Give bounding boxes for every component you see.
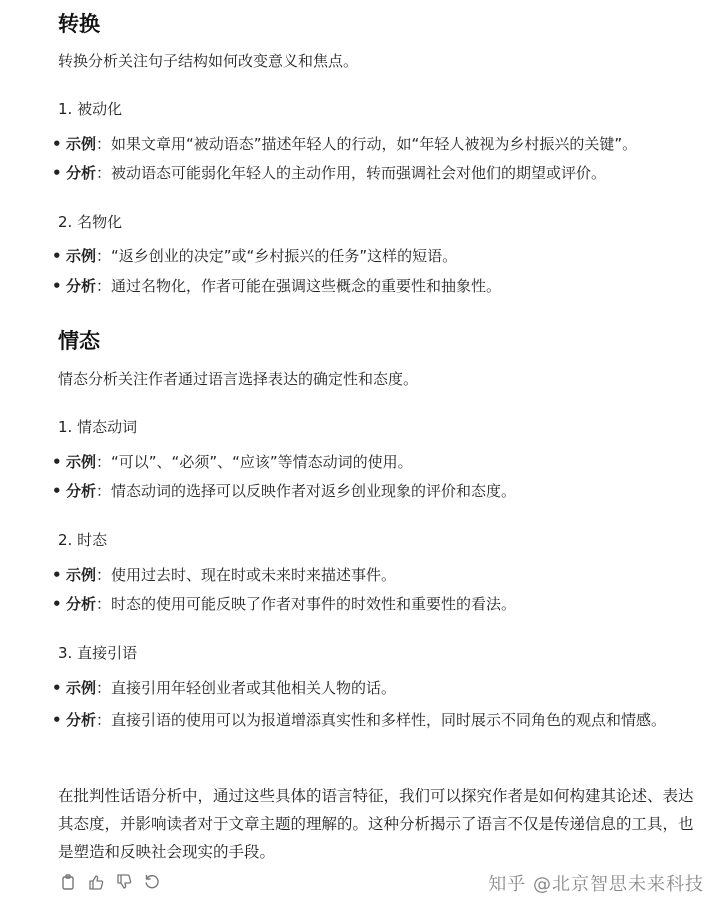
analysis-label: 分析 bbox=[66, 164, 97, 182]
bullet-dot: • bbox=[52, 164, 62, 182]
section-title: 转换 bbox=[58, 12, 100, 36]
analysis-text: ：通过名物化，作者可能在强调这些概念的重要性和抽象性。 bbox=[96, 277, 502, 295]
bullet-dot: • bbox=[52, 277, 62, 295]
analysis-label: 分析 bbox=[66, 482, 97, 500]
section-intro: 转换分析关注句子结构如何改变意义和焦点。 bbox=[58, 52, 359, 70]
analysis-text: ：被动语态可能弱化年轻人的主动作用，转而强调社会对他们的期望或评价。 bbox=[96, 164, 607, 182]
example-label: 示例 bbox=[66, 453, 97, 471]
section-intro: 情态分析关注作者通过语言选择表达的确定性和态度。 bbox=[58, 370, 419, 388]
copy-icon[interactable] bbox=[60, 874, 78, 892]
analysis-label: 分析 bbox=[66, 595, 97, 613]
item-heading: 2. 时态 bbox=[58, 531, 108, 549]
analysis-bullet bbox=[52, 275, 501, 296]
bullet-dot: • bbox=[52, 711, 62, 729]
example-text: ：“返乡创业的决定”或“乡村振兴的任务”这样的短语。 bbox=[96, 247, 458, 265]
analysis-bullet bbox=[52, 706, 692, 735]
example-label: 示例 bbox=[66, 135, 97, 153]
section-title: 情态 bbox=[58, 329, 100, 353]
example-text: ：“可以”、“必须”、“应该”等情态动词的使用。 bbox=[96, 453, 413, 471]
example-bullet bbox=[52, 133, 637, 154]
message-actions bbox=[60, 874, 162, 892]
analysis-bullet bbox=[52, 593, 516, 614]
analysis-label: 分析 bbox=[66, 277, 97, 295]
item-heading: 3. 直接引语 bbox=[58, 644, 138, 662]
thumbs-up-icon[interactable] bbox=[88, 874, 106, 892]
item-heading: 1. 情态动词 bbox=[58, 418, 138, 436]
item-heading: 2. 名物化 bbox=[58, 213, 123, 231]
example-text: ：如果文章用“被动语态”描述年轻人的行动，如“年轻人被视为乡村振兴的关键”。 bbox=[96, 135, 638, 153]
item-heading: 1. 被动化 bbox=[58, 100, 123, 118]
analysis-bullet bbox=[52, 480, 516, 501]
example-text: ：直接引用年轻创业者或其他相关人物的话。 bbox=[96, 679, 397, 697]
bullet-dot: • bbox=[52, 453, 62, 471]
thumbs-down-icon[interactable] bbox=[116, 874, 134, 892]
analysis-label: 分析 bbox=[66, 711, 97, 729]
example-label: 示例 bbox=[66, 247, 97, 265]
analysis-text: ：时态的使用可能反映了作者对事件的时效性和重要性的看法。 bbox=[96, 595, 517, 613]
bullet-dot: • bbox=[52, 247, 62, 265]
example-label: 示例 bbox=[66, 679, 97, 697]
analysis-bullet bbox=[52, 162, 606, 183]
bullet-dot: • bbox=[52, 679, 62, 697]
example-bullet bbox=[52, 677, 396, 698]
analysis-text: ：直接引语的使用可以为报道增添真实性和多样性，同时展示不同角色的观点和情感。 bbox=[96, 711, 667, 729]
bullet-dot: • bbox=[52, 566, 62, 584]
conclusion-paragraph: 在批判性话语分析中，通过这些具体的语言特征，我们可以探究作者是如何构建其论述、表达其态度，并影响读者对于文章主题的理解的。这种分析揭示了语言不仅是传递信息的工具，也是塑造和反映社会现实的手段。 bbox=[58, 787, 694, 861]
bullet-dot: • bbox=[52, 135, 62, 153]
example-bullet bbox=[52, 451, 413, 472]
example-label: 示例 bbox=[66, 566, 97, 584]
bullet-dot: • bbox=[52, 595, 62, 613]
watermark: 知乎 @北京智思未来科技 bbox=[488, 874, 704, 895]
example-bullet bbox=[52, 245, 457, 266]
example-bullet bbox=[52, 564, 396, 585]
bullet-dot: • bbox=[52, 482, 62, 500]
regenerate-icon[interactable] bbox=[144, 874, 162, 892]
analysis-text: ：情态动词的选择可以反映作者对返乡创业现象的评价和态度。 bbox=[96, 482, 517, 500]
example-text: ：使用过去时、现在时或未来时来描述事件。 bbox=[96, 566, 397, 584]
